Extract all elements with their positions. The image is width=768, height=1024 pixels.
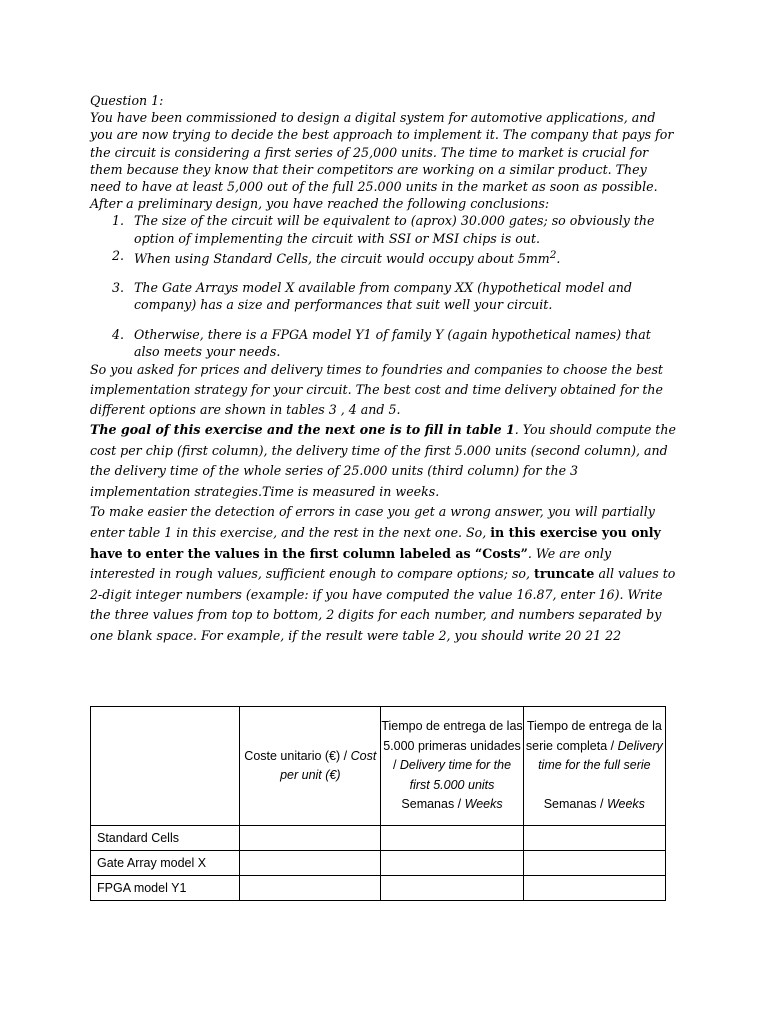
header-cost-es: Coste unitario (€) / xyxy=(244,748,351,763)
header-first-es: Tiempo de entrega de las 5.000 primeras unidades / xyxy=(381,719,523,773)
header-full-unit-es: Semanas / xyxy=(543,797,607,812)
conclusion-number: 4. xyxy=(112,326,125,342)
first-delivery-cell[interactable] xyxy=(381,876,523,901)
header-first-delivery xyxy=(381,707,523,826)
table-row xyxy=(91,876,666,901)
conclusion-number: 2. xyxy=(112,247,125,263)
instructions-bold: in this exercise you only have to enter the values in the first column labeled as “Costs” xyxy=(90,525,661,561)
question-title: Question 1: xyxy=(90,93,164,108)
instructions-text-3: all values to 2-digit integer numbers (example: if you have computed the value 16.87, enter 16). Write the three values from top to bottom, 2 digits for each number, and numbers separated by one blank space. For example, if the result were table 2, you should write 20 21 22 xyxy=(90,566,676,643)
table-row xyxy=(91,851,666,876)
header-empty-cell xyxy=(91,707,240,826)
row-label: Gate Array model X xyxy=(91,851,240,876)
table-header-row xyxy=(91,707,666,826)
cost-cell[interactable] xyxy=(240,826,381,851)
conclusion-text: The Gate Arrays model X available from company XX (hypothetical model and company) has a size and performances that suit well your circuit. xyxy=(134,280,632,313)
header-cost xyxy=(240,707,381,826)
table-row xyxy=(91,826,666,851)
row-label: Standard Cells xyxy=(91,826,240,851)
header-first-en: Delivery time for the first 5.000 units xyxy=(399,758,512,792)
instructions-paragraph xyxy=(90,502,680,646)
full-delivery-cell[interactable] xyxy=(523,826,665,851)
conclusion-text: When using Standard Cells, the circuit would occupy about 5mm xyxy=(134,251,550,267)
instructions-text-1: To make easier the detection of errors in case you get a wrong answer, you will partially enter table 1 in this exercise, and the rest in the next one. So, xyxy=(90,504,655,540)
first-delivery-cell[interactable] xyxy=(381,826,523,851)
question-intro: You have been commissioned to design a digital system for automotive applications, and you are now trying to decide the best approach to implement it. The company that pays for the circuit is considering a first series of 25,000 units. The time to market is crucial for them because they know that their competitors are working on a similar product. They need to have at least 5,000 out of the full 25.000 units in the market as soon as possible. After a preliminary design, you have reached the following conclusions: xyxy=(90,110,674,212)
header-full-en: Delivery time for the full serie xyxy=(538,738,663,773)
conclusion-number: 3. xyxy=(112,280,125,296)
goal-bold-text: The goal of this exercise and the next one is to fill in table 1 xyxy=(90,422,515,438)
header-first-unit-en: Weeks xyxy=(464,797,503,812)
conclusion-item xyxy=(90,212,680,246)
header-first-unit-es: Semanas / xyxy=(401,797,465,812)
instructions-text-2: . We are only interested in rough values, sufficient enough to compare options; so, xyxy=(90,545,612,582)
full-delivery-cell[interactable] xyxy=(523,876,665,901)
conclusion-text: Otherwise, there is a FPGA model Y1 of family Y (again hypothetical names) that also meets your needs. xyxy=(134,326,651,359)
full-delivery-cell[interactable] xyxy=(523,851,665,876)
prices-paragraph: So you asked for prices and delivery times to foundries and companies to choose the best implementation strategy for your circuit. The best cost and time delivery obtained for the different options are shown in tables 3 , 4 and 5. xyxy=(90,362,663,418)
conclusion-item xyxy=(90,326,680,360)
conclusion-text: The size of the circuit will be equivalent to (aprox) 30.000 gates; so obviously the option of implementing the circuit with SSI or MSI chips is out. xyxy=(134,213,655,246)
row-label: FPGA model Y1 xyxy=(91,876,240,901)
answer-table xyxy=(90,706,666,901)
first-delivery-cell[interactable] xyxy=(381,851,523,876)
conclusions-list xyxy=(90,212,680,360)
cost-cell[interactable] xyxy=(240,851,381,876)
goal-paragraph xyxy=(90,420,680,502)
goal-text: . You should compute the cost per chip (first column), the delivery time of the first 5.000 units (second column), and the delivery time of the whole series of 25.000 units (third column) for the 3 implementation strategies.Time is measured in weeks. xyxy=(90,422,676,499)
header-full-unit-en: Weeks xyxy=(606,797,645,812)
superscript-two: 2 xyxy=(549,248,557,261)
conclusion-period: . xyxy=(556,251,561,267)
conclusion-item xyxy=(90,279,680,313)
question-body xyxy=(90,92,680,647)
truncate-bold: truncate xyxy=(534,566,595,582)
conclusion-item xyxy=(90,247,680,267)
header-cost-en: Cost per unit (€) xyxy=(280,748,377,782)
header-full-delivery xyxy=(523,707,665,826)
header-full-es: Tiempo de entrega de la serie completa / xyxy=(525,719,662,753)
cost-cell[interactable] xyxy=(240,876,381,901)
conclusion-number: 1. xyxy=(112,213,125,229)
